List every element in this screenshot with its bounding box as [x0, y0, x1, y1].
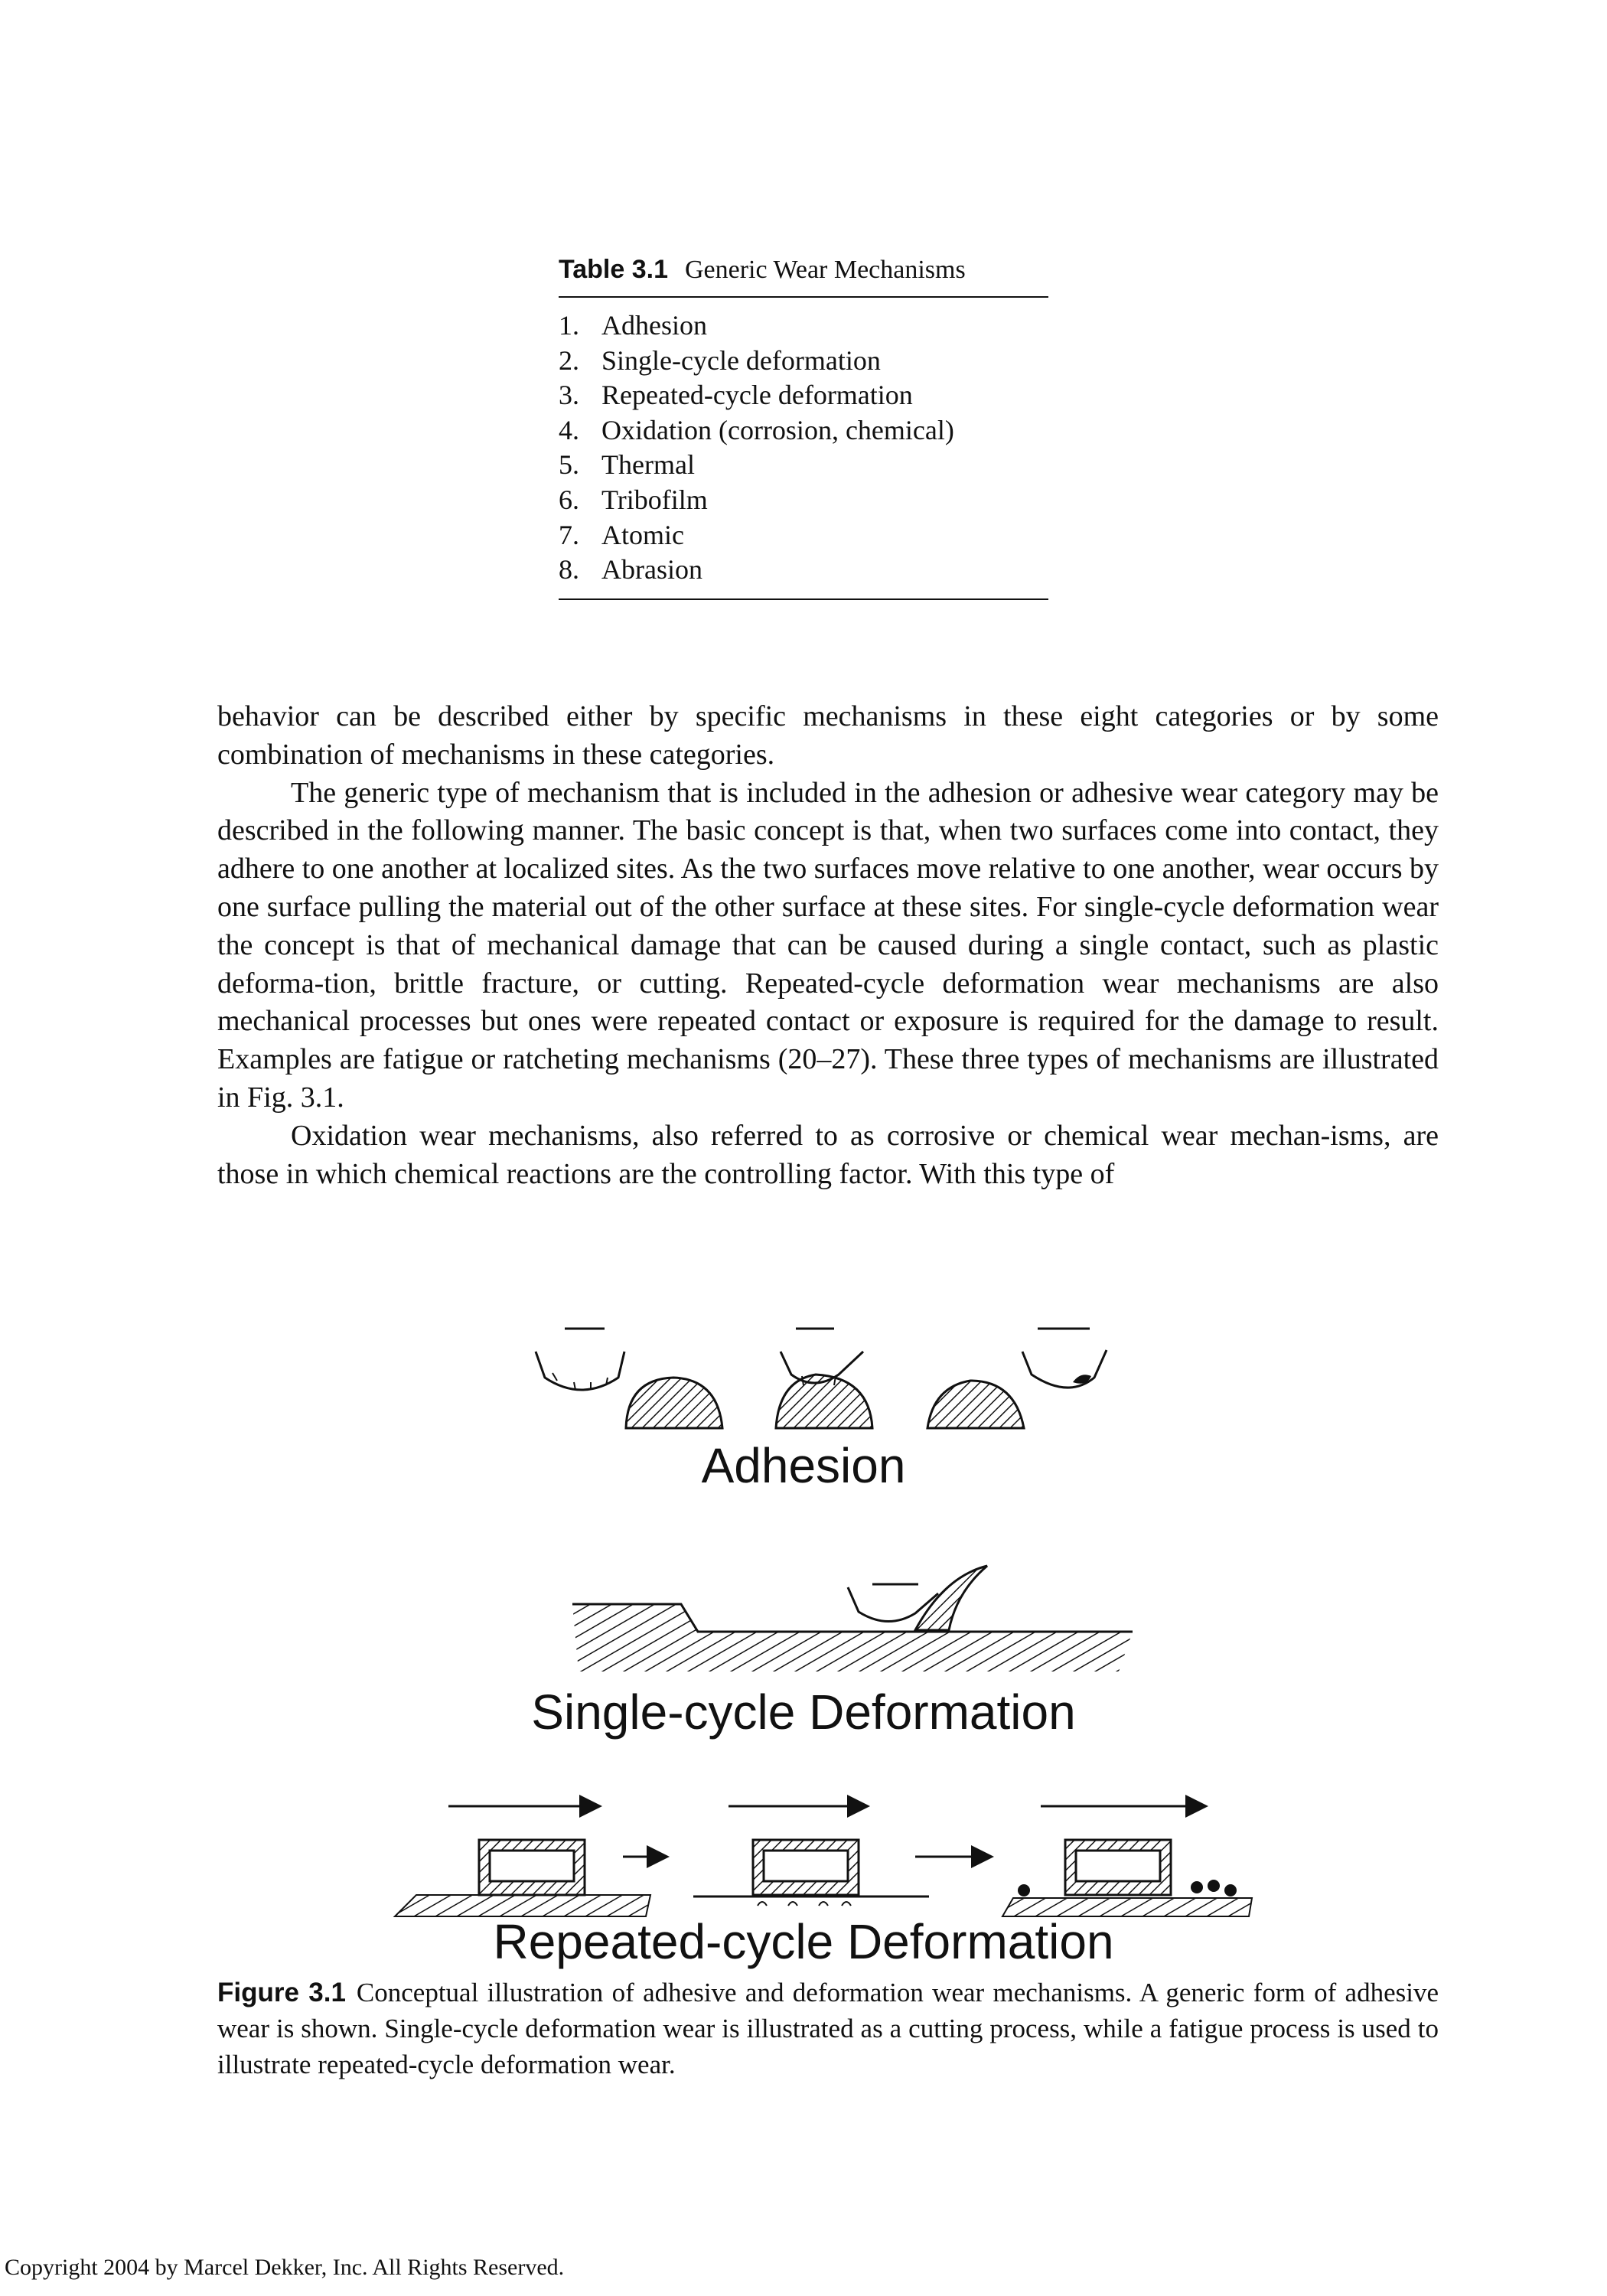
row-text: Tribofilm [601, 484, 708, 515]
repeated-cycle-stage-2 [693, 1806, 992, 1906]
row-text: Thermal [601, 449, 695, 481]
figure-caption [217, 1975, 1439, 2082]
table-rows [559, 298, 1048, 598]
row-text: Repeated-cycle deformation [601, 380, 913, 411]
row-text: Oxidation (corrosion, chemical) [601, 414, 954, 445]
table-row [559, 553, 1048, 588]
repeated-cycle-stage-3 [1002, 1806, 1252, 1916]
table-title: Generic Wear Mechanisms [685, 256, 966, 284]
row-number: 6. [559, 484, 579, 515]
adhesion-label: Adhesion [701, 1438, 906, 1493]
paragraph-adhesion: The generic type of mechanism that is included in the adhesion or adhesive wear category may be described in the following manner. The basic concept is that, when two surfaces come into contact, they adhere to one another at localized sites. As the two surfaces move relative to one another, wear occurs by one surface pulling the material out of the other surface at these sites. For single-cycle deformation wear the concept is that of mechanical damage that can be caused during a single contact, such as plastic deforma-tion, brittle fracture, or cutting. Repeated-cycle deformation wear mechanisms are also mechanical processes but ones were repeated contact or exposure is required for the damage to result. Examples are fatigue or ratcheting mechanisms (20–27). These three types of mechanisms are illustrated in Fig. 3.1. [217, 776, 1439, 1114]
row-number: 4. [559, 414, 579, 445]
table-row [559, 378, 1048, 413]
copyright-text: Copyright 2004 by Marcel Dekker, Inc. All Rights Reserved. [5, 2255, 565, 2280]
row-text: Single-cycle deformation [601, 344, 881, 376]
row-text: Adhesion [601, 310, 707, 341]
single-cycle-label: Single-cycle Deformation [531, 1684, 1076, 1740]
adhesion-stage-2 [776, 1329, 872, 1428]
table-row [559, 413, 1048, 448]
table-row [559, 308, 1048, 344]
table-row [559, 448, 1048, 483]
table-caption [559, 253, 1048, 287]
table-label: Table 3.1 [559, 255, 668, 284]
table-row [559, 483, 1048, 518]
body-text [217, 698, 1439, 1193]
paragraph-continuation: behavior can be described either by specific mechanisms in these eight categories or by some combination of mechanisms in these categories. [217, 700, 1439, 771]
single-cycle-illustration [572, 1566, 1133, 1671]
row-number: 1. [559, 310, 579, 341]
repeated-cycle-stage-1 [395, 1806, 667, 1916]
figure-caption-label: Figure 3.1 [217, 1978, 346, 2007]
figure-caption-text: Conceptual illustration of adhesive and deformation wear mechanisms. A generic form of adhesive wear is shown. Single-cycle deformation wear is illustrated as a cutting process, while a fatigue process is used to illustrate repeated-cycle deformation wear. [217, 1978, 1439, 2079]
table-bottom-rule [559, 598, 1048, 600]
paragraph-oxidation: Oxidation wear mechanisms, also referred to as corrosive or chemical wear mechan-isms, are those in which chemical reactions are the controlling factor. With this type of [217, 1119, 1439, 1190]
adhesion-stage-3 [927, 1329, 1107, 1428]
row-number: 7. [559, 519, 579, 550]
row-text: Atomic [601, 519, 684, 550]
table-3-1 [559, 253, 1048, 600]
row-text: Abrasion [601, 554, 702, 585]
repeated-cycle-label: Repeated-cycle Deformation [493, 1914, 1114, 1969]
adhesion-stage-1 [536, 1329, 722, 1428]
row-number: 2. [559, 344, 579, 376]
row-number: 3. [559, 380, 579, 411]
table-row [559, 518, 1048, 553]
row-number: 5. [559, 449, 579, 481]
figure-illustration [0, 1301, 1607, 1990]
table-row [559, 344, 1048, 379]
row-number: 8. [559, 554, 579, 585]
